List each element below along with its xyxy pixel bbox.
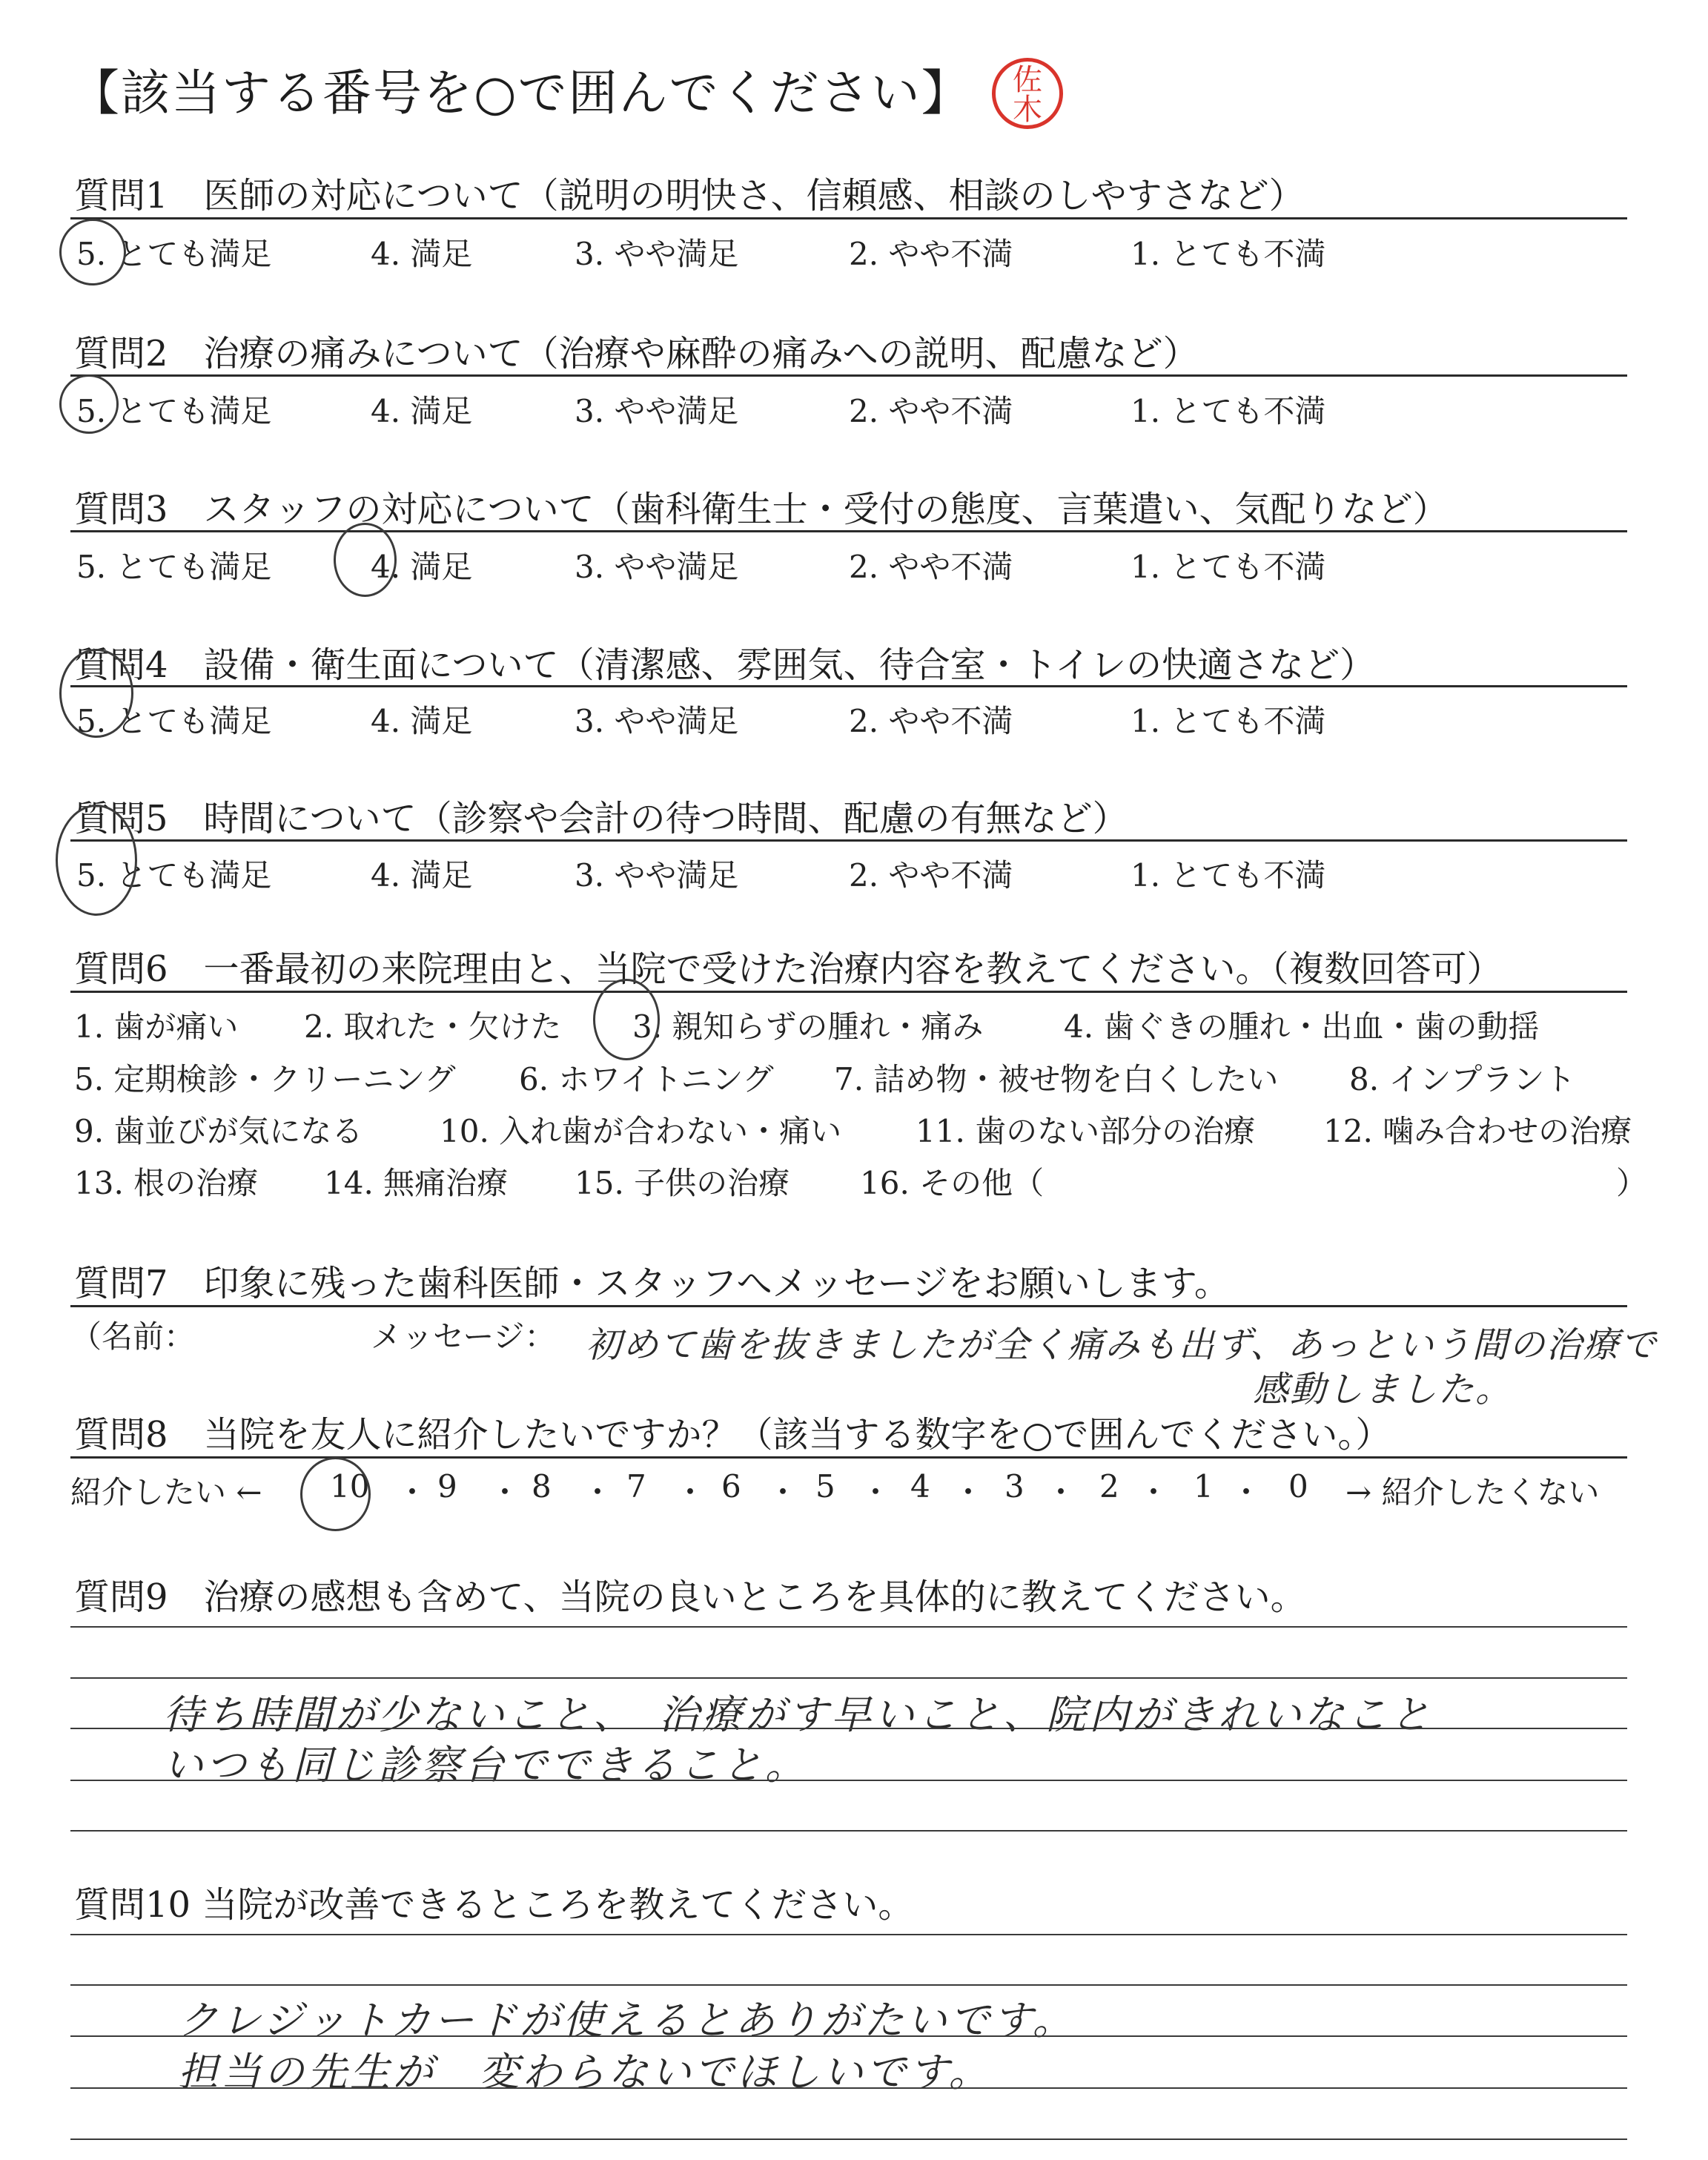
q5-rule (70, 839, 1627, 842)
q8-left-label: 紹介したい ← (70, 1474, 262, 1510)
q8-scale-8[interactable]: 8 (532, 1468, 552, 1505)
q8-dot: ・ (489, 1474, 521, 1510)
q9-rule-3 (70, 1728, 1627, 1729)
q3-option-5[interactable]: 5. とても満足 (76, 549, 272, 585)
q9-handwritten-answer-line-1: 待ち時間が少ないこと、 治療がす早いこと、院内がきれいなこと (163, 1691, 1433, 1738)
q8-scale-9[interactable]: 9 (437, 1468, 457, 1505)
q10-handwritten-answer-line-2: 担当の先生が 変わらないでほしいです。 (178, 2049, 992, 2095)
q6-option-5[interactable]: 5. 定期検診・クリーニング (74, 1061, 456, 1097)
q8-dot: ・ (582, 1474, 614, 1510)
q6-option-16[interactable]: 16. その他（ (860, 1165, 1045, 1201)
q4-option-1[interactable]: 1. とても不満 (1131, 703, 1326, 739)
q2-selected-circle (59, 374, 119, 434)
q6-option-6[interactable]: 6. ホワイトニング (519, 1061, 774, 1097)
q1-rule (70, 217, 1627, 219)
q8-scale-4[interactable]: 4 (910, 1468, 930, 1505)
q4-option-4[interactable]: 4. 満足 (371, 703, 473, 739)
q8-scale-5[interactable]: 5 (815, 1468, 835, 1505)
q5-option-1[interactable]: 1. とても不満 (1131, 857, 1326, 894)
q7-handwritten-message-line-2: 感動しました。 (1253, 1369, 1513, 1410)
q5-option-2[interactable]: 2. やや不満 (849, 857, 1013, 894)
q5-option-5[interactable]: 5. とても満足 (76, 857, 272, 894)
q3-option-4[interactable]: 4. 満足 (371, 549, 473, 585)
q1-option-5[interactable]: 5. とても満足 (76, 236, 272, 272)
q1-option-1[interactable]: 1. とても不満 (1131, 236, 1326, 272)
q9-rule-4 (70, 1780, 1627, 1781)
q6-option-4[interactable]: 4. 歯ぐきの腫れ・出血・歯の動揺 (1064, 1008, 1540, 1045)
q7-heading: 質問7 印象に残った歯科医師・スタッフへメッセージをお願いします。 (74, 1263, 1230, 1304)
q3-option-1[interactable]: 1. とても不満 (1131, 549, 1326, 585)
q6-heading: 質問6 一番最初の来院理由と、当院で受けた治療内容を教えてください。（複数回答可） (74, 948, 1503, 990)
q6-option-9[interactable]: 9. 歯並びが気になる (74, 1113, 363, 1149)
q10-rule-5 (70, 2138, 1627, 2140)
q5-selected-circle (56, 805, 137, 916)
q9-rule-5 (70, 1830, 1627, 1832)
q1-option-3[interactable]: 3. やや満足 (575, 236, 739, 272)
q3-selected-circle (334, 523, 397, 597)
q6-other-close-paren: ） (1616, 1165, 1648, 1201)
q2-option-4[interactable]: 4. 満足 (371, 393, 473, 429)
q8-dot: ・ (1231, 1474, 1262, 1510)
q6-option-2[interactable]: 2. 取れた・欠けた (304, 1008, 562, 1045)
q9-rule-2 (70, 1677, 1627, 1679)
q1-selected-circle (59, 219, 126, 285)
q8-rule (70, 1456, 1627, 1459)
q6-option-11[interactable]: 11. 歯のない部分の治療 (916, 1113, 1256, 1149)
q6-option-14[interactable]: 14. 無痛治療 (324, 1165, 509, 1201)
form-title: 【該当する番号を○で囲んでください】 (70, 65, 972, 122)
q8-dot: ・ (675, 1474, 706, 1510)
seal-stamp (992, 58, 1063, 129)
q7-name-label: （名前： (70, 1318, 196, 1355)
q9-handwritten-answer-line-2: いつも同じ診察台でできること。 (163, 1742, 808, 1789)
q6-option-3[interactable]: 3. 親知らずの腫れ・痛み (632, 1008, 984, 1045)
q10-rule-2 (70, 1984, 1627, 1986)
q2-option-3[interactable]: 3. やや満足 (575, 393, 739, 429)
q10-heading: 質問10 当院が改善できるところを教えてください。 (74, 1884, 914, 1926)
q6-selected-circle (593, 979, 660, 1060)
q4-option-3[interactable]: 3. やや満足 (575, 703, 739, 739)
q7-handwritten-message-line-1: 初めて歯を抜きましたが全く痛みも出ず、あっという間の治療で (586, 1324, 1658, 1366)
q1-heading: 質問1 医師の対応について（説明の明快さ、信頼感、相談のしやすさなど） (74, 175, 1305, 217)
q6-option-12[interactable]: 12. 噛み合わせの治療 (1323, 1113, 1632, 1149)
q8-right-label: → 紹介したくない (1345, 1474, 1600, 1510)
q5-heading: 質問5 時間について（診察や会計の待つ時間、配慮の有無など） (74, 798, 1128, 839)
q10-rule-3 (70, 2035, 1627, 2037)
q10-rule-4 (70, 2087, 1627, 2089)
q8-dot: ・ (397, 1474, 428, 1510)
q4-selected-circle (59, 649, 133, 738)
q8-dot: ・ (767, 1474, 799, 1510)
q1-option-2[interactable]: 2. やや不満 (849, 236, 1013, 272)
q8-dot: ・ (953, 1474, 984, 1510)
q6-option-15[interactable]: 15. 子供の治療 (575, 1165, 790, 1201)
q6-rule (70, 991, 1627, 993)
q4-option-5[interactable]: 5. とても満足 (76, 703, 272, 739)
q2-option-5[interactable]: 5. とても満足 (76, 393, 272, 429)
q5-option-4[interactable]: 4. 満足 (371, 857, 473, 894)
q6-option-8[interactable]: 8. インプラント (1349, 1061, 1576, 1097)
q1-option-4[interactable]: 4. 満足 (371, 236, 473, 272)
q2-heading: 質問2 治療の痛みについて（治療や麻酔の痛みへの説明、配慮など） (74, 333, 1199, 374)
q8-scale-6[interactable]: 6 (721, 1468, 741, 1505)
q8-scale-0[interactable]: 0 (1288, 1468, 1308, 1505)
q8-scale-3[interactable]: 3 (1004, 1468, 1025, 1505)
q8-scale-10[interactable]: 10 (330, 1468, 370, 1505)
q5-option-3[interactable]: 3. やや満足 (575, 857, 739, 894)
q10-handwritten-answer-line-1: クレジットカードが使えるとありがたいです。 (178, 1997, 1076, 2044)
q3-option-2[interactable]: 2. やや不満 (849, 549, 1013, 585)
q4-rule (70, 685, 1627, 687)
q6-option-13[interactable]: 13. 根の治療 (74, 1165, 259, 1201)
q7-message-label: メッセージ： (371, 1318, 556, 1355)
q3-rule (70, 530, 1627, 532)
seal-char-1: 佐 (1013, 63, 1042, 97)
q2-option-2[interactable]: 2. やや不満 (849, 393, 1013, 429)
q8-dot: ・ (1045, 1474, 1077, 1510)
q4-heading: 質問4 設備・衛生面について（清潔感、雰囲気、待合室・トイレの快適さなど） (74, 644, 1376, 686)
q8-selected-circle (300, 1457, 371, 1531)
q7-rule (70, 1305, 1627, 1307)
q2-rule (70, 374, 1627, 377)
q10-rule-1 (70, 1934, 1627, 1935)
q8-dot: ・ (1138, 1474, 1170, 1510)
q6-option-10[interactable]: 10. 入れ歯が合わない・痛い (440, 1113, 842, 1149)
q8-scale-7[interactable]: 7 (626, 1468, 646, 1505)
q4-option-2[interactable]: 2. やや不満 (849, 703, 1013, 739)
q3-option-3[interactable]: 3. やや満足 (575, 549, 739, 585)
q8-scale-2[interactable]: 2 (1099, 1468, 1119, 1505)
q6-option-1[interactable]: 1. 歯が痛い (74, 1008, 239, 1045)
q8-heading: 質問8 当院を友人に紹介したいですか？（該当する数字を○で囲んでください。） (74, 1414, 1391, 1456)
q6-option-7[interactable]: 7. 詰め物・被せ物を白くしたい (834, 1061, 1279, 1097)
q9-heading: 質問9 治療の感想も含めて、当院の良いところを具体的に教えてください。 (74, 1576, 1306, 1618)
q3-heading: 質問3 スタッフの対応について（歯科衛生士・受付の態度、言葉遣い、気配りなど） (74, 489, 1449, 530)
q8-scale-1[interactable]: 1 (1194, 1468, 1214, 1505)
q8-dot: ・ (860, 1474, 892, 1510)
q2-option-1[interactable]: 1. とても不満 (1131, 393, 1326, 429)
seal-char-2: 木 (1013, 93, 1042, 127)
q9-rule-1 (70, 1626, 1627, 1628)
